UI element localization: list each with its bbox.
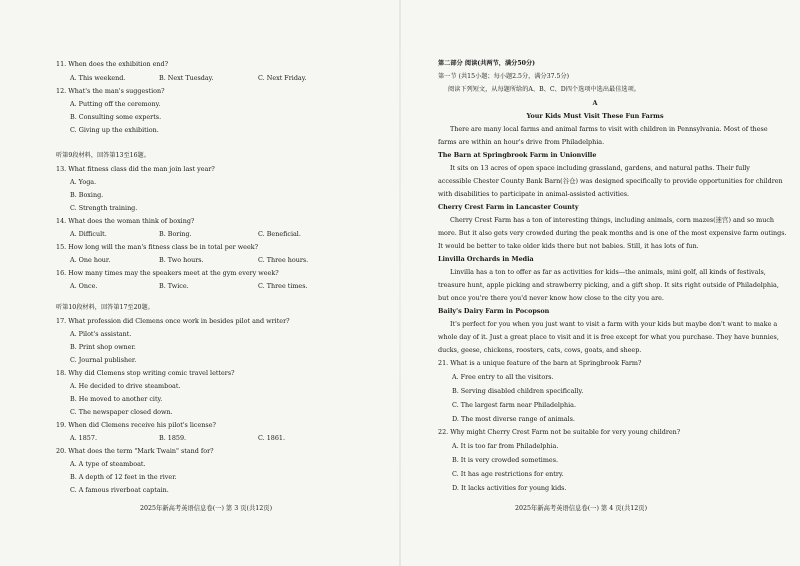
option-c: C. A famous riverboat captain. (70, 486, 169, 494)
option-a: A. He decided to drive steamboat. (70, 382, 181, 390)
farm-heading: Cherry Crest Farm in Lancaster County (438, 203, 579, 211)
option-a: A. Pilot's assistant. (70, 330, 132, 338)
question-stem: 14. What does the woman think of boxing? (56, 217, 195, 225)
paragraph-line: It sits on 13 acres of open space including grassland, gardens, and natural paths. Their fully (450, 164, 750, 172)
paragraph-line: Linvilla has a ton to offer as far as activities for kids—the animals, mini golf, all kinds of festivals, (450, 268, 766, 276)
option-b: B. Two hours. (159, 256, 204, 264)
question-stem: 12. What's the man's suggestion? (56, 87, 165, 95)
option-c: C. Beneficial. (258, 230, 301, 238)
option-d: D. The most diverse range of animals. (452, 415, 575, 423)
option-c: C. Journal publisher. (70, 356, 137, 364)
option-b: B. It is very crowded sometimes. (452, 456, 559, 464)
page-4 (400, 0, 800, 566)
paragraph-line: with disabilities to participate in animal-assisted activities. (438, 190, 630, 198)
paragraph-line: whole day of it. Just a great place to visit and it is free except for what you purchase. They have bunnies, (438, 333, 779, 341)
question-stem: 20. What does the term "Mark Twain" stand for? (56, 447, 214, 455)
paragraph-line: but once you're there you'd never know how close to the city you are. (438, 294, 664, 302)
question-stem: 11. When does the exhibition end? (56, 60, 169, 68)
option-a: A. Free entry to all the visitors. (452, 373, 554, 381)
paragraph-line: Cherry Crest Farm has a ton of interesting things, including animals, corn mazes(迷宫) and so much (450, 216, 775, 224)
page-footer: 2025年新高考英语信息卷(一) 第 3 页(共12页) (140, 505, 273, 512)
option-a: A. Difficult. (70, 230, 107, 238)
option-b: B. Next Tuesday. (159, 74, 214, 82)
option-a: A. This weekend. (70, 74, 126, 82)
option-b: B. He moved to another city. (70, 395, 163, 403)
question-stem: 21. What is a unique feature of the barn at Springbrook Farm? (438, 359, 642, 367)
option-a: A. A type of steamboat. (70, 460, 146, 468)
farm-heading: The Barn at Springbrook Farm in Unionville (438, 151, 597, 159)
option-c: C. Giving up the exhibition. (70, 126, 159, 134)
question-stem: 13. What fitness class did the man join last year? (56, 165, 215, 173)
option-b: B. Print shop owner. (70, 343, 136, 351)
option-b: B. Consulting some experts. (70, 113, 162, 121)
option-d: D. It lacks activities for young kids. (452, 484, 567, 492)
paragraph-line: There are many local farms and animal farms to visit with children in Pennsylvania. Most of these (450, 125, 768, 133)
option-c: C. Three hours. (258, 256, 309, 264)
part-title: 第二部分 阅读(共两节，满分50分) (438, 60, 536, 67)
passage-letter: A (592, 99, 598, 107)
option-a: A. 1857. (70, 434, 97, 442)
farm-heading: Linvilla Orchards in Media (438, 255, 534, 263)
option-c: C. Three times. (258, 282, 308, 290)
option-b: B. Boxing. (70, 191, 104, 199)
question-stem: 19. When did Clemens receive his pilot's license? (56, 421, 216, 429)
option-b: B. Boring. (159, 230, 192, 238)
option-a: A. Putting off the ceremony. (70, 100, 161, 108)
farm-heading: Baily's Dairy Farm in Pocopson (438, 307, 550, 315)
paragraph-line: treasure hunt, apple picking and strawberry picking, and a gift shop. It sits right outside of Philadelphia, (438, 281, 779, 289)
section-heading: 听第10段材料，回答第17至20题。 (56, 304, 154, 311)
option-c: C. The newspaper closed down. (70, 408, 173, 416)
paragraph-line: more. But it also gets very crowded during the peak months and is one of the most expensive farm outings. (438, 229, 787, 237)
paragraph-line: ducks, geese, chickens, roosters, cats, cows, goats, and sheep. (438, 346, 642, 354)
question-stem: 16. How many times may the speakers meet at the gym every week? (56, 269, 279, 277)
paragraph-line: It would be better to take older kids there but not babies. Still, it has lots of fun. (438, 242, 699, 250)
option-b: B. Serving disabled children specifically. (452, 387, 584, 395)
option-a: A. One hour. (70, 256, 111, 264)
option-b: B. 1859. (159, 434, 187, 442)
option-c: C. 1861. (258, 434, 286, 442)
paragraph-line: accessible Chester County Bank Barn(谷仓) was designed specifically to provide opportunities for children (438, 177, 783, 185)
page-footer: 2025年新高考英语信息卷(一) 第 4 页(共12页) (515, 505, 648, 512)
question-stem: 18. Why did Clemens stop writing comic travel letters? (56, 369, 235, 377)
instruction: 阅读下列短文，从每题所给的A、B、C、D四个选项中选出最佳选项。 (448, 86, 640, 93)
option-b: B. A depth of 12 feet in the river. (70, 473, 177, 481)
section-heading: 第一节 (共15小题；每小题2.5分，满分37.5分) (438, 73, 570, 80)
question-stem: 15. How long will the man's fitness class be in total per week? (56, 243, 259, 251)
option-c: C. The largest farm near Philadelphia. (452, 401, 577, 409)
passage-title: Your Kids Must Visit These Fun Farms (526, 112, 664, 120)
paragraph-line: It's perfect for you when you just want to visit a farm with your kids but maybe don't want to make a (450, 320, 778, 328)
question-stem: 17. What profession did Clemens once work in besides pilot and writer? (56, 317, 290, 325)
section-heading: 听第9段材料，回答第13至16题。 (56, 152, 150, 159)
option-a: A. Once. (70, 282, 98, 290)
question-stem: 22. Why might Cherry Crest Farm not be suitable for very young children? (438, 428, 681, 436)
option-c: C. It has age restrictions for entry. (452, 470, 564, 478)
option-b: B. Twice. (159, 282, 189, 290)
option-a: A. It is too far from Philadelphia. (452, 442, 559, 450)
option-c: C. Strength training. (70, 204, 138, 212)
option-c: C. Next Friday. (258, 74, 307, 82)
option-a: A. Yoga. (70, 178, 97, 186)
paragraph-line: farms are within an hour's drive from Philadelphia. (438, 138, 605, 146)
